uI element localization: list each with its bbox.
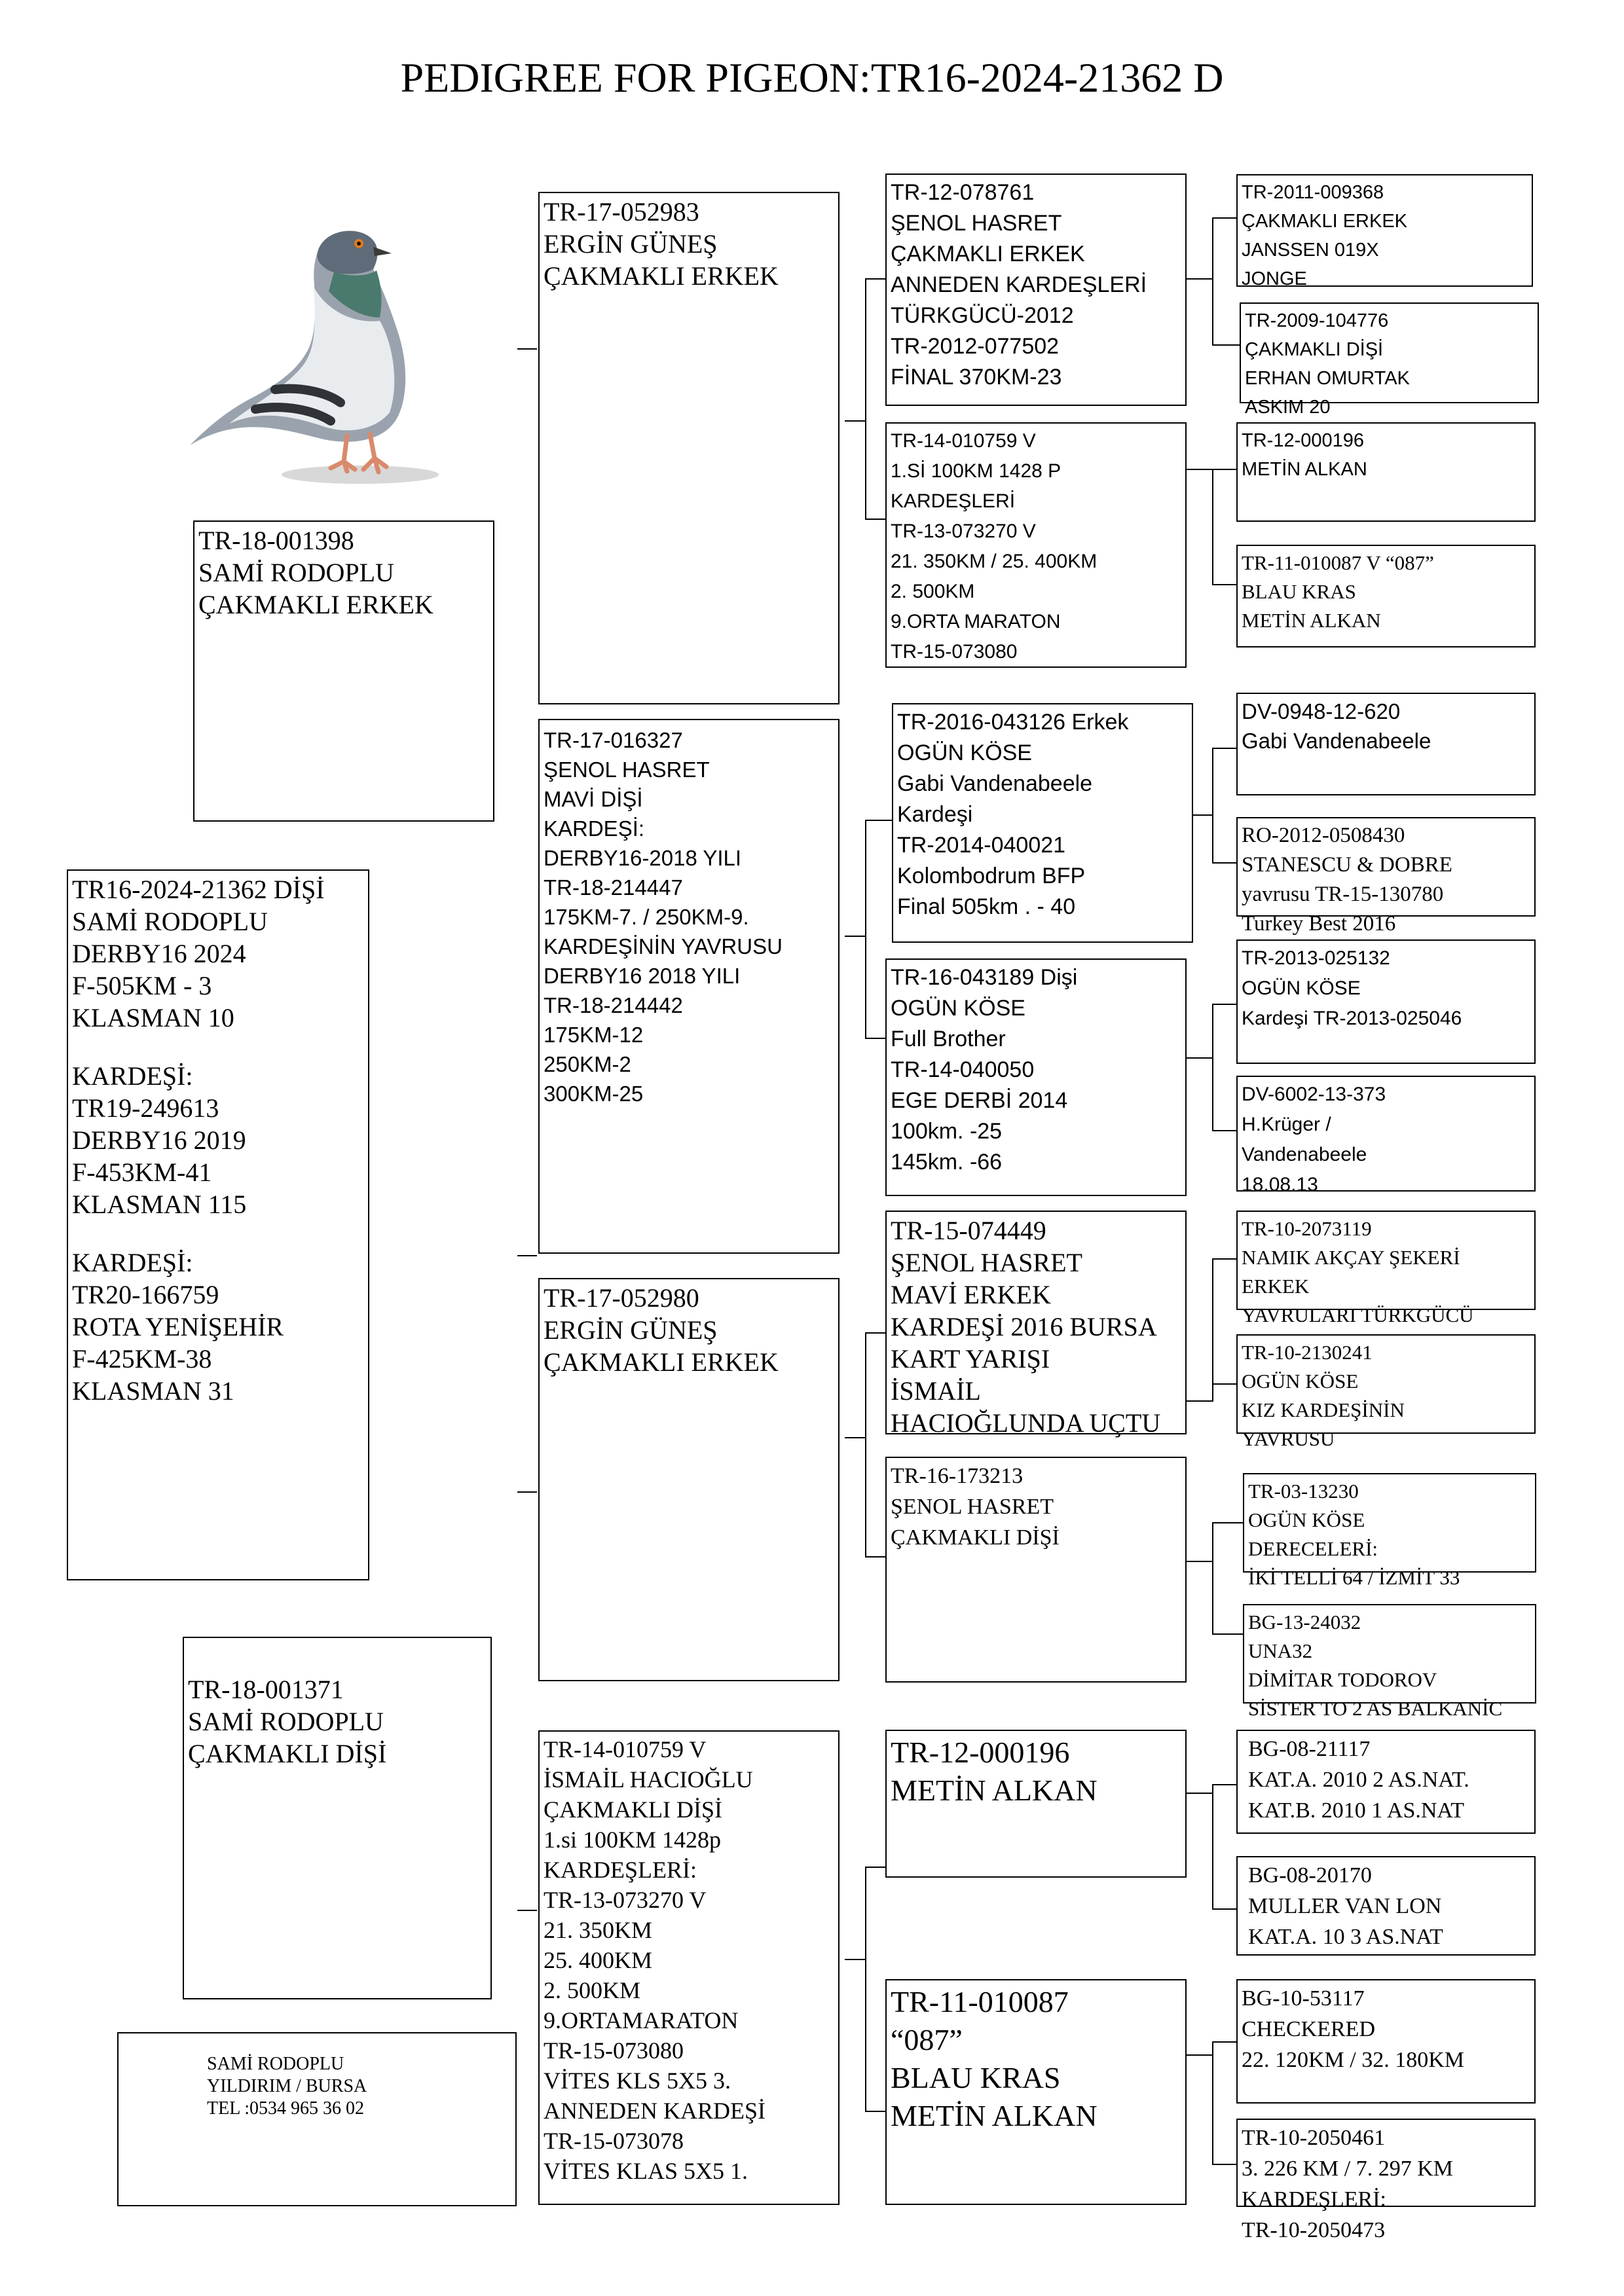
pedigree-line: 1.si 100KM 1428p	[544, 1827, 722, 1853]
pedigree-line: 9.ORTAMARATON	[544, 2007, 739, 2033]
pedigree-line: ERGİN GÜNEŞ	[544, 229, 718, 259]
pedigree-line: OGÜN KÖSE	[1242, 977, 1361, 999]
gen4-g1-box	[1236, 1730, 1536, 1834]
gen3-dss-box	[885, 1211, 1187, 1438]
pedigree-line: TR-17-052983	[544, 197, 699, 227]
pedigree-line: TR-18-214447	[544, 875, 683, 900]
pedigree-line: TR-2009-104776	[1245, 310, 1389, 331]
pedigree-line: 22. 120KM / 32. 180KM	[1242, 2048, 1465, 2072]
pedigree-line: TR-10-2050473	[1242, 2218, 1386, 2242]
subject-line: KARDEŞİ:	[72, 1248, 193, 1277]
pedigree-line: 3. 226 KM / 7. 297 KM	[1242, 2157, 1454, 2181]
gen4-c1-box	[1236, 693, 1536, 795]
dam-line: TR-18-001371	[188, 1675, 344, 1704]
pedigree-line: KART YARIŞI	[891, 1344, 1050, 1374]
subject-line: F-505KM - 3	[72, 971, 212, 1000]
gen3-dsd-box	[885, 1457, 1187, 1683]
subject-line: DERBY16 2024	[72, 939, 246, 968]
pedigree-line: OGÜN KÖSE	[891, 996, 1025, 1021]
pedigree-line: TR-2013-025132	[1242, 947, 1390, 969]
gen3-ssd-box	[885, 422, 1187, 668]
dam-box	[183, 1637, 492, 1999]
pedigree-line: ÇAKMAKLI DİŞİ	[544, 1796, 722, 1823]
pedigree-line: TR-10-2073119	[1242, 1217, 1372, 1240]
pedigree-line: YAVRUSU	[1242, 1427, 1335, 1450]
pedigree-line: KAT.B. 2010 1 AS.NAT	[1248, 1798, 1464, 1823]
pedigree-line: 175KM-12	[544, 1023, 644, 1047]
sire-line: ÇAKMAKLI ERKEK	[198, 590, 434, 619]
subject-spacer	[72, 1034, 364, 1060]
pedigree-line: BG-08-21117	[1248, 1737, 1371, 1761]
subject-box	[67, 869, 369, 1580]
pedigree-line: MULLER VAN LON	[1248, 1894, 1442, 1918]
pedigree-line: ERHAN OMURTAK	[1245, 368, 1410, 389]
gen3-sss-box	[885, 173, 1187, 406]
pedigree-line: İSMAİL HACIOĞLU	[544, 1766, 753, 1793]
gen3-sds-box	[892, 703, 1193, 943]
pedigree-line: TR-15-073078	[544, 2128, 684, 2154]
pedigree-line: ERKEK	[1242, 1275, 1310, 1298]
pedigree-line: KAT.A. 10 3 AS.NAT	[1248, 1925, 1443, 1949]
pedigree-line: VİTES KLS 5X5 3.	[544, 2068, 731, 2094]
pedigree-line: ASKIM 20	[1245, 397, 1331, 418]
pedigree-line: ANNEDEN KARDEŞLERİ	[891, 272, 1147, 297]
subject-line: ROTA YENİŞEHİR	[72, 1312, 284, 1341]
pedigree-line: KARDEŞİ 2016 BURSA	[891, 1312, 1157, 1341]
gen4-f2-box	[1243, 1604, 1536, 1720]
pedigree-line: TR-17-052980	[544, 1283, 699, 1313]
owner-name: SAMİ RODOPLU	[207, 2054, 344, 2074]
gen4-d2-box	[1236, 1076, 1536, 1195]
pedigree-line: TR-16-043189 Dişi	[891, 965, 1078, 990]
pedigree-line: 21. 350KM / 25. 400KM	[891, 551, 1098, 572]
pedigree-line: İSMAİL	[891, 1376, 981, 1406]
gen4-c2-box	[1236, 817, 1536, 936]
pedigree-line: TR-2014-040021	[897, 833, 1066, 858]
pedigree-line: TR-17-016327	[544, 728, 683, 752]
pedigree-line: OGÜN KÖSE	[1242, 1370, 1359, 1393]
pedigree-line: ÇAKMAKLI DİŞİ	[1245, 339, 1384, 360]
pedigree-line: Full Brother	[891, 1027, 1006, 1051]
gen3-ddd-box	[885, 1979, 1187, 2205]
gen2-dam-dam-box	[538, 1730, 840, 2205]
pedigree-line: ŞENOL HASRET	[891, 1248, 1082, 1277]
gen4-d1-box	[1236, 939, 1536, 1064]
gen4-e1-box	[1236, 1211, 1536, 1326]
pedigree-line: JONGE	[1242, 268, 1307, 289]
gen4-b2-box	[1236, 545, 1536, 647]
subject-line: TR19-249613	[72, 1093, 219, 1123]
pedigree-line: DV-0948-12-620	[1242, 699, 1401, 723]
pedigree-line: 21. 350KM	[544, 1917, 653, 1943]
pedigree-line: KARDEŞLERİ	[891, 490, 1016, 512]
pedigree-line: 25. 400KM	[544, 1947, 653, 1973]
pedigree-line: METİN ALKAN	[1242, 609, 1381, 632]
pedigree-line: TR-13-073270 V	[891, 520, 1036, 542]
gen4-g2-box	[1236, 1856, 1536, 1956]
pedigree-line: 2. 500KM	[544, 1977, 641, 2003]
pedigree-line: ÇAKMAKLI ERKEK	[544, 261, 779, 291]
pedigree-line: METİN ALKAN	[891, 1774, 1098, 1807]
pedigree-line: TR-15-073080	[891, 641, 1018, 663]
pedigree-line: KARDEŞLERİ:	[1242, 2187, 1386, 2212]
pedigree-line: Kolombodrum BFP	[897, 864, 1086, 888]
pedigree-line: METİN ALKAN	[891, 2099, 1098, 2132]
pedigree-line: Final 505km . - 40	[897, 894, 1076, 919]
subject-line: F-425KM-38	[72, 1344, 212, 1374]
pedigree-line: CHECKERED	[1242, 2017, 1375, 2041]
pedigree-line: SİSTER TO 2 AS BALKANİC	[1248, 1697, 1503, 1720]
pedigree-line: H.Krüger /	[1242, 1114, 1331, 1135]
pedigree-line: İKİ TELLİ 64 / İZMİT 33	[1248, 1566, 1460, 1589]
pedigree-line: TÜRKGÜCÜ-2012	[891, 303, 1074, 328]
pedigree-line: TR-13-073270 V	[544, 1887, 707, 1913]
dam-line: SAMİ RODOPLU	[188, 1707, 384, 1736]
pedigree-line: KARDEŞİNİN YAVRUSU	[544, 934, 783, 958]
pedigree-line: TR-12-078761	[891, 180, 1035, 205]
subject-line: SAMİ RODOPLU	[72, 907, 268, 936]
pedigree-line: ŞENOL HASRET	[891, 211, 1062, 236]
pedigree-line: ANNEDEN KARDEŞİ	[544, 2098, 766, 2124]
sire-box	[193, 520, 494, 822]
gen2-sire-sire-box	[538, 192, 840, 704]
subject-line: TR20-166759	[72, 1280, 219, 1309]
pedigree-line: MAVİ DİŞİ	[544, 787, 643, 811]
subject-line: KLASMAN 31	[72, 1376, 234, 1406]
subject-line: DERBY16 2019	[72, 1125, 246, 1155]
pedigree-line: TR-18-214442	[544, 993, 683, 1017]
pedigree-line: TR-11-010087	[891, 1985, 1069, 2018]
pedigree-line: KARDEŞLERİ:	[544, 1857, 697, 1883]
gen3-dds-box	[885, 1730, 1187, 1878]
pedigree-line: STANESCU & DOBRE	[1242, 853, 1452, 877]
pedigree-line: TR-10-2050461	[1242, 2126, 1386, 2150]
pedigree-line: METİN ALKAN	[1242, 459, 1367, 480]
pedigree-line: TR-14-010759 V	[891, 430, 1036, 452]
pedigree-line: TR-14-040050	[891, 1057, 1035, 1082]
pedigree-line: TR-12-000196	[1242, 430, 1364, 451]
page-title: PEDIGREE FOR PIGEON:TR16-2024-21362 D	[400, 54, 1224, 101]
subject-line: TR16-2024-21362 DİŞİ	[72, 875, 325, 904]
pedigree-line: UNA32	[1248, 1639, 1313, 1662]
pedigree-line: KAT.A. 2010 2 AS.NAT.	[1248, 1768, 1469, 1792]
pedigree-line: 18.08.13	[1242, 1174, 1318, 1195]
pedigree-line: Turkey Best 2016	[1242, 912, 1396, 936]
pedigree-line: 145km. -66	[891, 1150, 1003, 1175]
pedigree-line: ŞENOL HASRET	[891, 1495, 1054, 1519]
pedigree-line: TR-2012-077502	[891, 334, 1060, 359]
gen3-sdd-box	[885, 958, 1187, 1196]
pedigree-line: 1.Sİ 100KM 1428 P	[891, 460, 1061, 482]
owner-box	[117, 2032, 517, 2206]
pedigree-line: MAVİ ERKEK	[891, 1280, 1051, 1309]
pedigree-line: DERECELERİ:	[1248, 1537, 1378, 1560]
pedigree-line: TR-03-13230	[1248, 1480, 1359, 1503]
pedigree-line: TR-2016-043126 Erkek	[897, 710, 1129, 735]
subject-line: KLASMAN 115	[72, 1190, 247, 1219]
sire-line: SAMİ RODOPLU	[198, 558, 394, 587]
pedigree-line: TR-11-010087 V “087”	[1242, 551, 1434, 574]
pedigree-line: OGÜN KÖSE	[897, 740, 1032, 765]
pedigree-line: FİNAL 370KM-23	[891, 365, 1062, 390]
pedigree-line: DİMİTAR TODOROV	[1248, 1668, 1437, 1691]
pedigree-line: BG-08-20170	[1248, 1863, 1372, 1887]
pedigree-line: TR-12-000196	[891, 1736, 1070, 1769]
pedigree-line: ŞENOL HASRET	[544, 757, 710, 782]
pedigree-line: TR-2011-009368	[1242, 182, 1384, 203]
sire-line: TR-18-001398	[198, 526, 354, 555]
pedigree-line: TR-14-010759 V	[544, 1736, 707, 1762]
owner-address: YILDIRIM / BURSA	[207, 2076, 367, 2096]
pedigree-line: ÇAKMAKLI ERKEK	[891, 242, 1085, 266]
pedigree-line: BLAU KRAS	[1242, 580, 1356, 603]
pedigree-line: KIZ KARDEŞİNİN	[1242, 1398, 1405, 1421]
owner-phone: TEL :0534 965 36 02	[207, 2098, 365, 2119]
gen4-b1-box	[1236, 422, 1536, 522]
gen4-h2-box	[1236, 2119, 1536, 2242]
pedigree-line: ÇAKMAKLI ERKEK	[544, 1347, 779, 1377]
pedigree-line: TR-15-074449	[891, 1216, 1046, 1245]
pedigree-line: YAVRULARI TÜRKGÜCÜ	[1242, 1303, 1474, 1326]
pedigree-line: TR-16-173213	[891, 1464, 1024, 1488]
gen4-e2-box	[1236, 1334, 1536, 1450]
pedigree-line: HACIOĞLUNDA UÇTU	[891, 1408, 1161, 1438]
pedigree-line: 2. 500KM	[891, 581, 975, 602]
pedigree-line: “087”	[891, 2023, 963, 2056]
gen4-f1-box	[1243, 1473, 1536, 1589]
pedigree-line: ÇAKMAKLI ERKEK	[1242, 211, 1408, 232]
pedigree-line: BLAU KRAS	[891, 2061, 1061, 2094]
pedigree-line: Gabi Vandenabeele	[897, 771, 1093, 796]
pedigree-line: DERBY16 2018 YILI	[544, 964, 741, 988]
pedigree-line: BG-10-53117	[1242, 1986, 1365, 2011]
pedigree-line: DV-6002-13-373	[1242, 1084, 1386, 1105]
pedigree-line: EGE DERBİ 2014	[891, 1088, 1068, 1113]
gen4-a2-box	[1240, 302, 1539, 418]
pedigree-line: OGÜN KÖSE	[1248, 1508, 1365, 1531]
gen2-sire-dam-box	[538, 719, 840, 1254]
gen4-a1-box	[1236, 174, 1533, 287]
pedigree-line: TR-15-073080	[544, 2037, 684, 2064]
pedigree-line: BG-13-24032	[1248, 1611, 1361, 1633]
subject-line: KLASMAN 10	[72, 1003, 234, 1032]
pedigree-line: ERGİN GÜNEŞ	[544, 1315, 718, 1345]
pedigree-line: 100km. -25	[891, 1119, 1003, 1144]
pedigree-line: yavrusu TR-15-130780	[1242, 883, 1444, 906]
pedigree-line: 9.ORTA MARATON	[891, 611, 1061, 632]
pedigree-line: VİTES KLAS 5X5 1.	[544, 2158, 748, 2184]
dam-line: ÇAKMAKLI DİŞİ	[188, 1739, 387, 1768]
pedigree-line: TR-10-2130241	[1242, 1341, 1373, 1364]
pedigree-line: Vandenabeele	[1242, 1144, 1367, 1165]
subject-spacer	[72, 1220, 364, 1247]
pedigree-line: KARDEŞİ:	[544, 816, 645, 841]
pedigree-line: 250KM-2	[544, 1052, 631, 1076]
pedigree-line: Gabi Vandenabeele	[1242, 729, 1431, 753]
pedigree-line: NAMIK AKÇAY ŞEKERİ	[1242, 1246, 1460, 1269]
pedigree-line: Kardeşi	[897, 802, 973, 827]
pedigree-line: DERBY16-2018 YILI	[544, 846, 742, 870]
pedigree-line: JANSSEN 019X	[1242, 240, 1379, 261]
gen2-dam-sire-box	[538, 1278, 840, 1681]
pedigree-line: RO-2012-0508430	[1242, 824, 1405, 847]
subject-line: F-453KM-41	[72, 1157, 212, 1187]
pedigree-line: ÇAKMAKLI DİŞİ	[891, 1525, 1060, 1550]
pedigree-line: 300KM-25	[544, 1082, 644, 1106]
gen4-h1-box	[1236, 1979, 1536, 2104]
pedigree-line: Kardeşi TR-2013-025046	[1242, 1008, 1462, 1029]
subject-line: KARDEŞİ:	[72, 1061, 193, 1091]
pedigree-line: 175KM-7. / 250KM-9.	[544, 905, 749, 929]
